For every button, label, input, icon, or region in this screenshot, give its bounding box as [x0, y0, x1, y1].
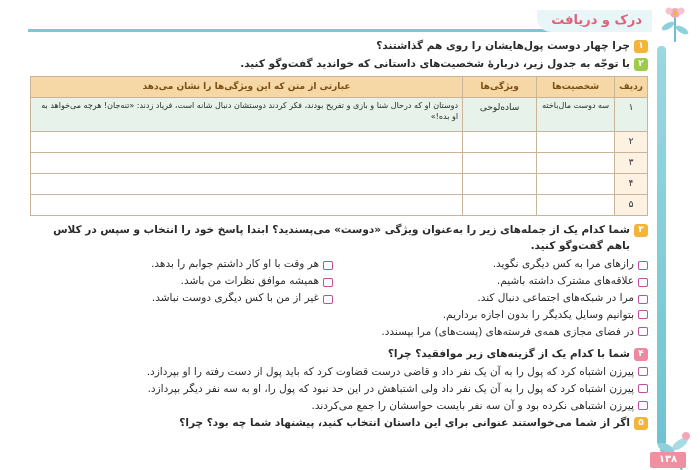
option-label: هر وقت با او کار داشتم جوابم را بدهد. — [151, 258, 319, 270]
flower-icon — [656, 4, 694, 44]
checkbox[interactable] — [323, 261, 333, 270]
checkbox[interactable] — [323, 295, 333, 304]
question-text: اگر از شما می‌خواستند عنوانی برای این داستان انتخاب کنید، پیشنهاد شما چه بود؟ چرا؟ — [179, 417, 630, 429]
table-row — [31, 153, 648, 174]
checkbox[interactable] — [638, 278, 648, 287]
characters-table — [30, 76, 648, 216]
checkbox[interactable] — [638, 261, 648, 270]
table-header-evidence: عبارتی از متن که این ویژگی‌ها را نشان می‌دهد — [31, 77, 463, 98]
option-label: غیر از من با کس دیگری دوست نباشد. — [151, 292, 319, 304]
option-item[interactable] — [30, 381, 648, 397]
row-number: ۳ — [615, 153, 648, 174]
question-1 — [30, 38, 648, 54]
row-number: ۵ — [615, 195, 648, 216]
evidence-cell[interactable] — [31, 153, 463, 174]
row-number: ۱ — [615, 98, 648, 132]
option-item[interactable] — [30, 256, 333, 272]
option-item[interactable] — [345, 290, 648, 306]
side-strip — [657, 46, 666, 446]
table-row — [31, 98, 648, 132]
checkbox[interactable] — [638, 310, 648, 319]
checkbox[interactable] — [638, 401, 648, 410]
section-header — [28, 10, 652, 32]
worksheet-content — [30, 38, 648, 433]
trait-cell[interactable]: ساده‌لوحی — [463, 98, 537, 132]
row-number: ۲ — [615, 132, 648, 153]
trait-cell[interactable] — [463, 153, 537, 174]
checkbox[interactable] — [638, 327, 648, 336]
option-item[interactable] — [30, 307, 648, 323]
table-header-traits: ویژگی‌ها — [463, 77, 537, 98]
row-number: ۴ — [615, 174, 648, 195]
option-label: همیشه موافق نظرات من باشد. — [180, 275, 319, 287]
option-item[interactable] — [30, 364, 648, 380]
question-text: شما کدام یک از جمله‌های زیر را به‌عنوان ویژگی «دوست» می‌پسندید؟ ابتدا پاسخ خود را انتخاب و سپس در کلاس باهم گفت‌وگو کنید. — [53, 224, 630, 252]
table-row — [31, 174, 648, 195]
table-row — [31, 195, 648, 216]
checkbox[interactable] — [323, 278, 333, 287]
table-row — [31, 132, 648, 153]
checkbox[interactable] — [638, 384, 648, 393]
checkbox[interactable] — [638, 295, 648, 304]
option-item[interactable] — [345, 256, 648, 272]
evidence-cell[interactable]: دوستان او که درحال شنا و بازی و تفریح بودند، فکر کردند دوستشان دنبال شانه است، فریاد زدند: «تنه‌جان! هرچه می‌خواهد به او بده!» — [31, 98, 463, 132]
section-title: درک و دریافت — [537, 10, 652, 32]
question-text: با توجّه به جدول زیر، دربارهٔ شخصیت‌های داستانی که خواندید گفت‌وگو کنید. — [240, 58, 630, 70]
character-cell[interactable] — [537, 195, 615, 216]
character-cell[interactable] — [537, 153, 615, 174]
option-item[interactable] — [30, 290, 333, 306]
option-label: مرا در شبکه‌های اجتماعی دنبال کند. — [477, 292, 634, 304]
trait-cell[interactable] — [463, 132, 537, 153]
option-item[interactable] — [345, 273, 648, 289]
option-label: علاقه‌های مشترک داشته باشیم. — [496, 275, 634, 287]
question-number-badge: ۴ — [634, 348, 648, 361]
character-cell[interactable] — [537, 174, 615, 195]
table-header-characters: شخصیت‌ها — [537, 77, 615, 98]
checkbox[interactable] — [638, 367, 648, 376]
question-text: شما با کدام یک از گزینه‌های زیر موافقید؟ چرا؟ — [387, 348, 630, 360]
evidence-cell[interactable] — [31, 174, 463, 195]
option-label: رازهای مرا به کس دیگری نگوید. — [492, 258, 634, 270]
character-cell[interactable]: سه دوست مال‌باخته — [537, 98, 615, 132]
question-3 — [30, 222, 648, 254]
option-label: پیرزن اشتباه کرد که پول را به آن یک نفر داد و قاضی درست قضاوت کرد که باید پول از دست رفته را او بپردازد. — [146, 366, 634, 378]
page-number: ۱۳۸ — [650, 452, 686, 468]
option-label: پیرزن اشتباه کرد که پول را به آن یک نفر داد ولی اشتباهش در این حد نبود که پول را، او به سه نفر دیگر بپردازد. — [147, 383, 634, 395]
question-5 — [30, 415, 648, 431]
evidence-cell[interactable] — [31, 195, 463, 216]
question-2 — [30, 56, 648, 72]
option-item[interactable] — [30, 398, 648, 414]
table-header-row — [31, 77, 648, 98]
option-item[interactable] — [30, 273, 333, 289]
question-text: چرا چهار دوست پول‌هایشان را روی هم گذاشتند؟ — [376, 40, 630, 52]
character-cell[interactable] — [537, 132, 615, 153]
option-label: در فضای مجازی همه‌ی فرسته‌های (پست‌های) مرا بپسندد. — [381, 326, 634, 338]
option-item[interactable] — [30, 324, 648, 340]
question-number-badge: ۵ — [634, 417, 648, 430]
evidence-cell[interactable] — [31, 132, 463, 153]
question-number-badge: ۲ — [634, 58, 648, 71]
option-label: پیرزن اشتباهی نکرده بود و آن سه نفر بایست حواسشان را جمع می‌کردند. — [311, 400, 634, 412]
friend-traits-options — [30, 256, 648, 306]
question-number-badge: ۳ — [634, 224, 648, 237]
table-header-row-number: ردیف — [615, 77, 648, 98]
trait-cell[interactable] — [463, 174, 537, 195]
option-label: بتوانیم وسایل یکدیگر را بدون اجازه برداریم. — [442, 309, 634, 321]
question-number-badge: ۱ — [634, 40, 648, 53]
question-4 — [30, 346, 648, 362]
trait-cell[interactable] — [463, 195, 537, 216]
